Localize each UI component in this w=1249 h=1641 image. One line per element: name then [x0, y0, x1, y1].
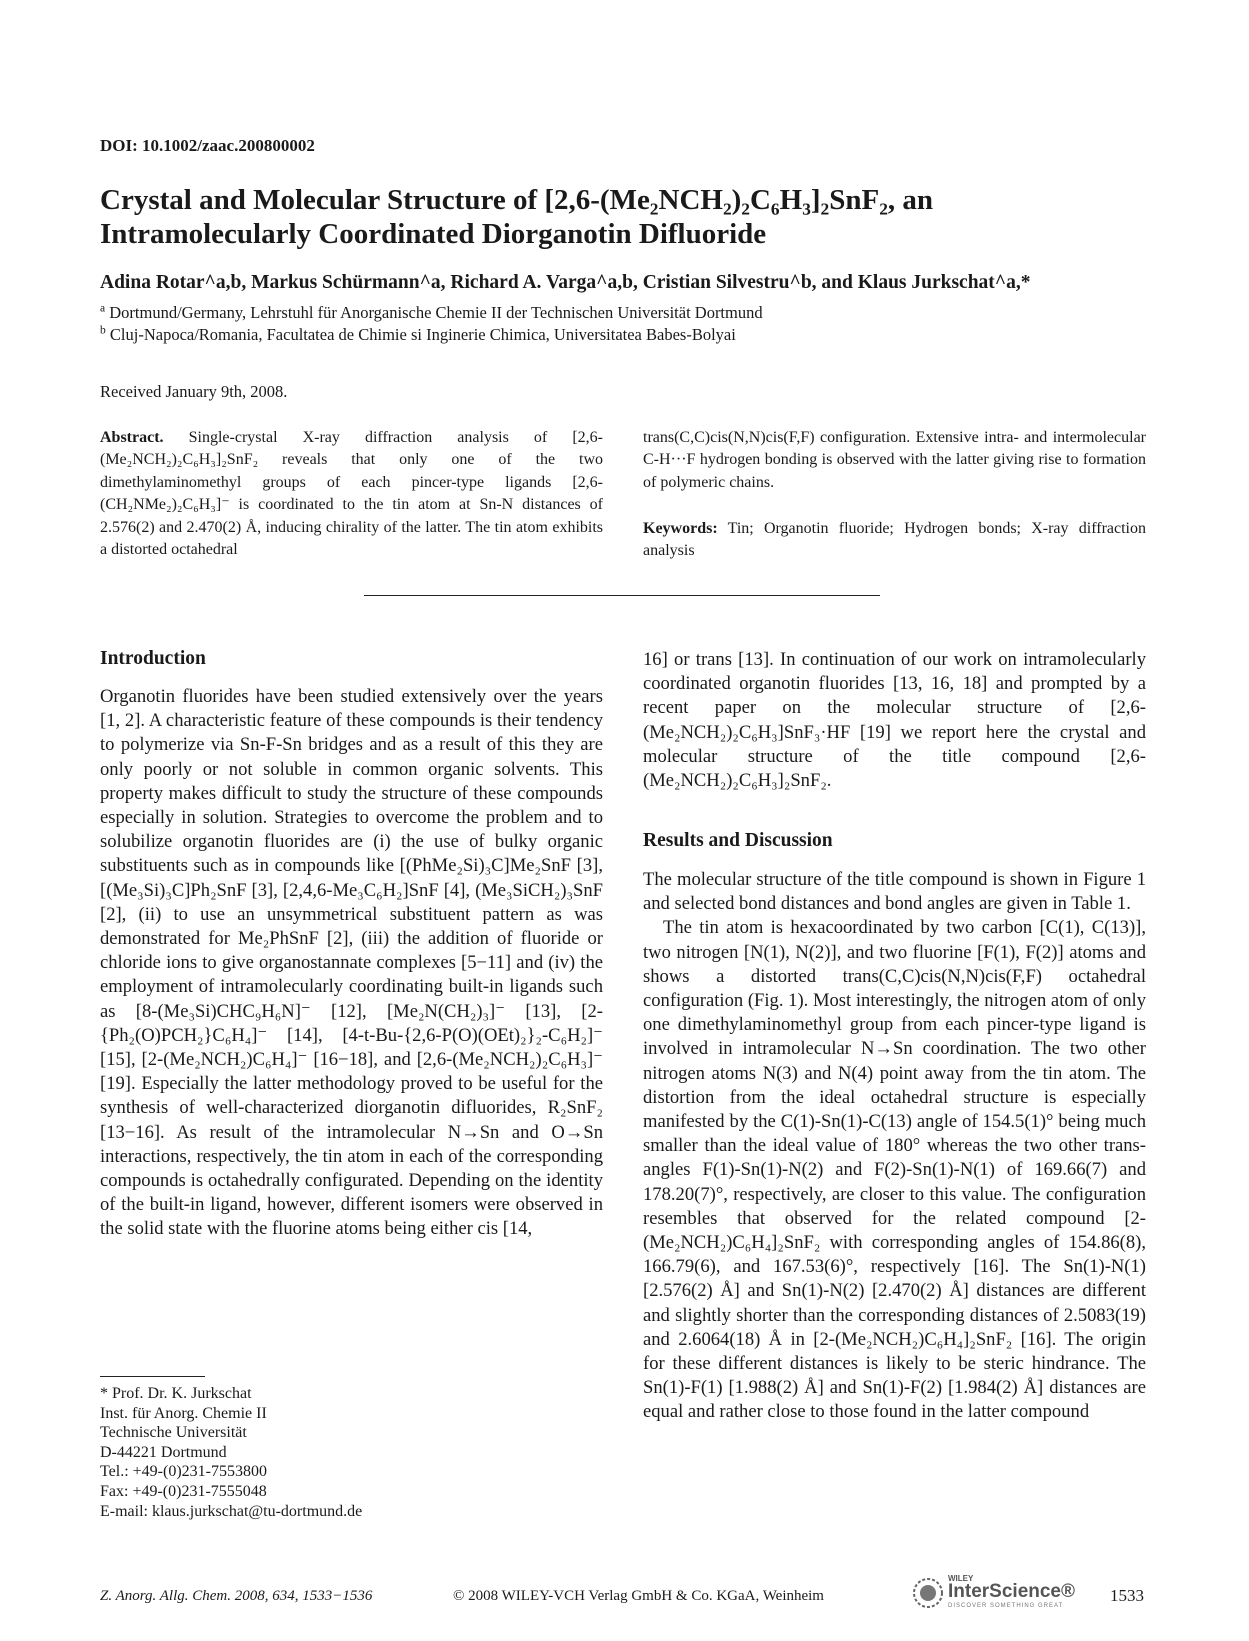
- abstract-column-1: [100, 427, 603, 561]
- journal-citation: Z. Anorg. Allg. Chem. 2008, 634, 1533−1536: [100, 1588, 373, 1604]
- footnote-line: * Prof. Dr. K. Jurkschat: [100, 1385, 252, 1402]
- abstract-text: Single-crystal X-ray diffraction analysis of [2,6-(Me₂NCH₂)₂C₆H₃]₂SnF₂ reveals that only one of the two dimethylaminomethyl groups of each pincer-type ligands [2,6-(CH₂NMe₂)₂C₆H₃]⁻ is coordinated to the tin atom at Sn-N distances of 2.576(2) and 2.470(2) Å, inducing chirality of the latter. The tin atom exhibits a distorted octahedral: [100, 429, 604, 559]
- results-text: [643, 868, 1146, 1425]
- copyright: © 2008 WILEY-VCH Verlag GmbH & Co. KGaA, Weinheim: [453, 1588, 824, 1604]
- section-divider: [364, 595, 880, 596]
- footnote-line: Technische Universität: [100, 1424, 247, 1442]
- affiliation-text: Dortmund/Germany, Lehrstuhl für Anorganische Chemie II der Technischen Universität Dortmund: [109, 303, 763, 322]
- title-line-2: Intramolecularly Coordinated Diorganotin Difluoride: [100, 218, 767, 250]
- article-title: [100, 183, 1160, 251]
- footnote-line: Tel.: +49-(0)231-7553800: [100, 1463, 267, 1481]
- logo-tagline: DISCOVER SOMETHING GREAT: [948, 1603, 1064, 1609]
- intro-text: Organotin fluorides have been studied extensively over the years [1, 2]. A characteristic feature of these compounds is their tendency to polymerize via Sn-F-Sn bridges and as a result of this they are only poorly or not soluble in common organic solvents. This property makes difficult to study the structure of these compounds especially in solution. Strategies to overcome the problem and to solubilize organotin fluorides are (i) the use of bulky organic substituents such as in compounds like [(PhMe₂Si)₃C]Me₂SnF [3], [(Me₃Si)₃C]Ph₂SnF [3], [2,4,6-Me₃C₆H₂]SnF [4], (Me₃SiCH₂)₃SnF [2], (ii) to use an unsymmetrical substituent pattern as was demonstrated for Me₂PhSnF [2], (iii) the addition of fluoride or chloride ions to give organostannate complexes [5−11] and (iv) the employment of intramolecularly coordinating built-in ligands such as [8-(Me₃Si)CHC₉H₆N]⁻ [12], [Me₂N(CH₂)₃]⁻ [13], [2-{Ph₂(O)PCH₂}C₆H₄]⁻ [14], [4-t-Bu-{2,6-P(O)(OEt)₂}₂-C₆H₂]⁻ [15], [2-(Me₂NCH₂)C₆H₄]⁻ [16−18], and [2,6-(Me₂NCH₂)₂C₆H₃]⁻ [19]. Especially the latter methodology proved to be useful for the synthesis of well-characterized diorganotin difluorides, R₂SnF₂ [13−16]. As result of the intramolecular N→Sn and O→Sn interactions, respectively, the tin atom in each of the corresponding compounds is octahedrally configurated. Depending on the identity of the built-in ligand, however, different isomers were observed in the solid state with the fluorine atoms being either cis [14,: [100, 686, 603, 1240]
- intro-heading: Introduction: [100, 648, 206, 669]
- footnote-line: D-44221 Dortmund: [100, 1443, 227, 1461]
- author-list: [100, 272, 1160, 294]
- affiliation-text: Cluj-Napoca/Romania, Facultatea de Chimie si Inginerie Chimica, Universitatea Babes-Bolyai: [109, 325, 736, 344]
- abstract-text-cont: trans(C,C)cis(N,N)cis(F,F) configuration. Extensive intra- and intermolecular C-H···F hydrogen bonding is observed with the latter giving rise to formation of polymeric chains.: [643, 429, 1146, 491]
- footnote-line: Inst. für Anorg. Chemie II: [100, 1404, 267, 1422]
- footnote-divider: [100, 1376, 205, 1377]
- affiliation-mark: b: [100, 324, 106, 337]
- affiliation-mark: a: [100, 302, 106, 315]
- title-line-1: Crystal and Molecular Structure of [2,6-(Me₂NCH₂)₂C₆H₃]₂SnF₂, an: [100, 184, 934, 216]
- received-date: Received January 9th, 2008.: [100, 382, 288, 401]
- affiliation-a: [100, 303, 1160, 323]
- footnote-line: Fax: +49-(0)231-7555048: [100, 1482, 267, 1500]
- logo-main-text: InterScience®: [948, 1581, 1075, 1602]
- keywords-label: Keywords:: [643, 520, 718, 537]
- keywords-text: Tin; Organotin fluoride; Hydrogen bonds; X-ray diffraction analysis: [643, 520, 1146, 560]
- email-link[interactable]: E-mail: klaus.jurkschat@tu-dortmund.de: [100, 1502, 363, 1520]
- keywords: [643, 518, 1146, 563]
- affiliation-b: [100, 325, 1160, 345]
- corresponding-author-footnote: [100, 1384, 500, 1521]
- authors-text: Adina Rotar^a,b, Markus Schürmann^a, Richard A. Varga^a,b, Cristian Silvestru^b, and Klaus Jurkschat^a,*: [100, 272, 1031, 293]
- results-paragraph-2: The tin atom is hexacoordinated by two carbon [C(1), C(13)], two nitrogen [N(1), N(2)], and two fluorine [F(1), F(2)] atoms and shows a distorted trans(C,C)cis(N,N)cis(F,F) octahedral configuration (Fig. 1). Most interestingly, the nitrogen atom of only one dimethylaminomethyl group from each pincer-type ligand is involved in intramolecular N→Sn coordination. The two other nitrogen atoms N(3) and N(4) point away from the tin atom. The distortion from the ideal octahedral structure is especially manifested by the C(1)-Sn(1)-C(13) angle of 154.5(1)° being much smaller than the ideal value of 180° whereas the two other trans-angles F(1)-Sn(1)-N(2) and F(2)-Sn(1)-N(1) of 169.66(7) and 178.20(7)°, respectively, are closer to this value. The configuration resembles that observed for the related compound [2-(Me₂NCH₂)C₆H₄]₂SnF₂ with corresponding angles of 154.86(8), 166.79(6), and 167.53(6)°, respectively [16]. The Sn(1)-N(1) [2.576(2) Å] and Sn(1)-N(2) [2.470(2) Å] distances are different and slightly shorter than the corresponding distances of 2.5083(19) and 2.6064(18) Å in [2-(Me₂NCH₂)C₆H₄]₂SnF₂ [16]. The origin for these different distances is likely to be steric hindrance. The Sn(1)-F(1) [1.988(2) Å] and Sn(1)-F(2) [1.984(2) Å] distances are equal and rather close to those found in the latter compound: [643, 917, 1146, 1423]
- logo-top-text: WILEY: [948, 1574, 974, 1583]
- abstract-column-2: [643, 427, 1146, 494]
- intro-text-cont: 16] or trans [13]. In continuation of our work on intramolecularly coordinated organotin fluorides [13, 16, 18] and prompted by a recent paper on the molecular structure of [2,6-(Me₂NCH₂)₂C₆H₃]SnF₃·HF [19] we report here the crystal and molecular structure of the title compound [2,6-(Me₂NCH₂)₂C₆H₃]₂SnF₂.: [643, 649, 1146, 792]
- page-number: 1533: [1110, 1586, 1144, 1605]
- abstract-label: Abstract.: [100, 429, 164, 446]
- results-heading: Results and Discussion: [643, 830, 833, 851]
- doi[interactable]: DOI: 10.1002/zaac.200800002: [100, 136, 315, 155]
- interscience-logo[interactable]: [910, 1572, 1080, 1614]
- results-paragraph-1: The molecular structure of the title compound is shown in Figure 1 and selected bond distances and bond angles are given in Table 1.: [643, 869, 1146, 915]
